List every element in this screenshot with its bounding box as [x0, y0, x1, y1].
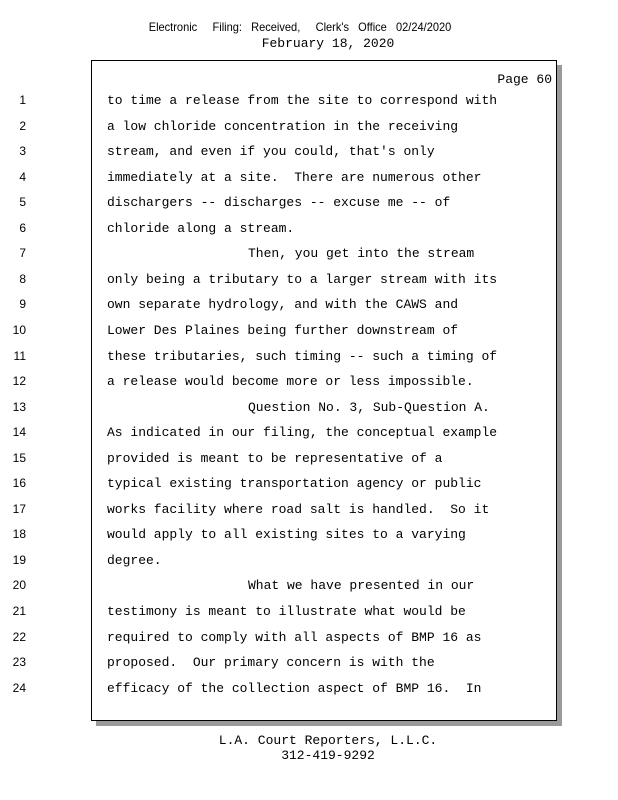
line-text: to time a release from the site to correspond with [107, 93, 498, 108]
line-text: would apply to all existing sites to a varying [107, 527, 466, 543]
line-text: these tributaries, such timing -- such a timing of [107, 348, 498, 364]
line-text: a low chloride concentration in the receiving [107, 118, 459, 134]
line-number: 8 [19, 271, 26, 286]
transcript-line [0, 195, 560, 215]
line-text: typical existing transportation agency or public [107, 476, 482, 492]
line-number: 7 [19, 246, 26, 261]
transcript-line [0, 272, 560, 292]
line-number: 12 [12, 374, 26, 389]
line-text: required to comply with all aspects of BMP 16 as [107, 629, 482, 645]
line-text: Question No. 3, Sub-Question A. [248, 399, 490, 415]
transcript-line [0, 502, 560, 522]
line-text: stream, and even if you could, that's only [107, 144, 435, 160]
line-text: own separate hydrology, and with the CAWS and [107, 297, 459, 313]
line-text: provided is meant to be representative of a [107, 450, 443, 466]
court-reporter-name: L.A. Court Reporters, L.L.C. [218, 733, 438, 748]
page-number: Page 60 [497, 72, 552, 87]
transcript-line [0, 630, 560, 650]
transcript-line [0, 246, 560, 266]
line-number: 17 [12, 501, 26, 516]
transcript-date: February 18, 2020 [261, 36, 395, 51]
line-number: 19 [12, 552, 26, 567]
transcript-line [0, 221, 560, 241]
transcript-line [0, 297, 560, 317]
line-number: 11 [13, 348, 26, 363]
transcript-line [0, 170, 560, 190]
line-number: 20 [12, 578, 26, 593]
line-number: 16 [12, 476, 26, 491]
line-text: immediately at a site. There are numerous other [107, 169, 482, 185]
transcript-line [0, 93, 560, 113]
line-number: 13 [12, 399, 26, 414]
line-number: 10 [12, 322, 26, 337]
transcript-line [0, 374, 560, 394]
transcript-line [0, 323, 560, 343]
line-text: As indicated in our filing, the conceptual example [107, 425, 498, 441]
filing-stamp: Electronic Filing: Received, Clerk's Office 02/24/2020 [148, 20, 452, 34]
transcript-line [0, 400, 560, 420]
line-text: only being a tributary to a larger stream with its [107, 271, 498, 287]
transcript-line [0, 655, 560, 675]
transcript-line [0, 451, 560, 471]
line-text: Lower Des Plaines being further downstream of [107, 322, 459, 338]
line-number: 24 [12, 680, 26, 695]
transcript-line [0, 119, 560, 139]
line-number: 1 [19, 93, 26, 107]
transcript-line [0, 681, 560, 701]
line-text: efficacy of the collection aspect of BMP 16. In [107, 680, 482, 696]
line-text: What we have presented in our [248, 578, 475, 594]
line-number: 6 [19, 220, 26, 235]
line-text: dischargers -- discharges -- excuse me -- of [107, 195, 451, 211]
line-text: proposed. Our primary concern is with the [107, 655, 435, 671]
line-number: 21 [12, 604, 26, 618]
transcript-line [0, 425, 560, 445]
line-number: 23 [12, 655, 26, 670]
line-text: testimony is meant to illustrate what would be [107, 604, 466, 619]
line-number: 3 [19, 144, 26, 159]
line-number: 2 [19, 118, 26, 133]
line-number: 4 [19, 169, 26, 184]
line-number: 14 [12, 425, 26, 440]
line-number: 5 [19, 195, 26, 210]
transcript-line [0, 578, 560, 598]
footer [0, 733, 618, 763]
line-text: works facility where road salt is handled. So it [107, 501, 490, 517]
transcript-line [0, 604, 560, 624]
transcript-line [0, 144, 560, 164]
court-reporter-phone: 312-419-9292 [281, 748, 375, 763]
line-text: Then, you get into the stream [248, 246, 475, 262]
line-text: a release would become more or less impossible. [107, 374, 474, 390]
line-text: chloride along a stream. [107, 220, 295, 236]
line-number: 18 [12, 527, 26, 542]
transcript-line [0, 553, 560, 573]
transcript-line [0, 349, 560, 369]
line-text: degree. [107, 552, 162, 568]
line-number: 9 [19, 297, 26, 312]
line-number: 15 [12, 450, 26, 465]
line-number: 22 [12, 629, 26, 644]
transcript-line [0, 476, 560, 496]
transcript-line [0, 527, 560, 547]
